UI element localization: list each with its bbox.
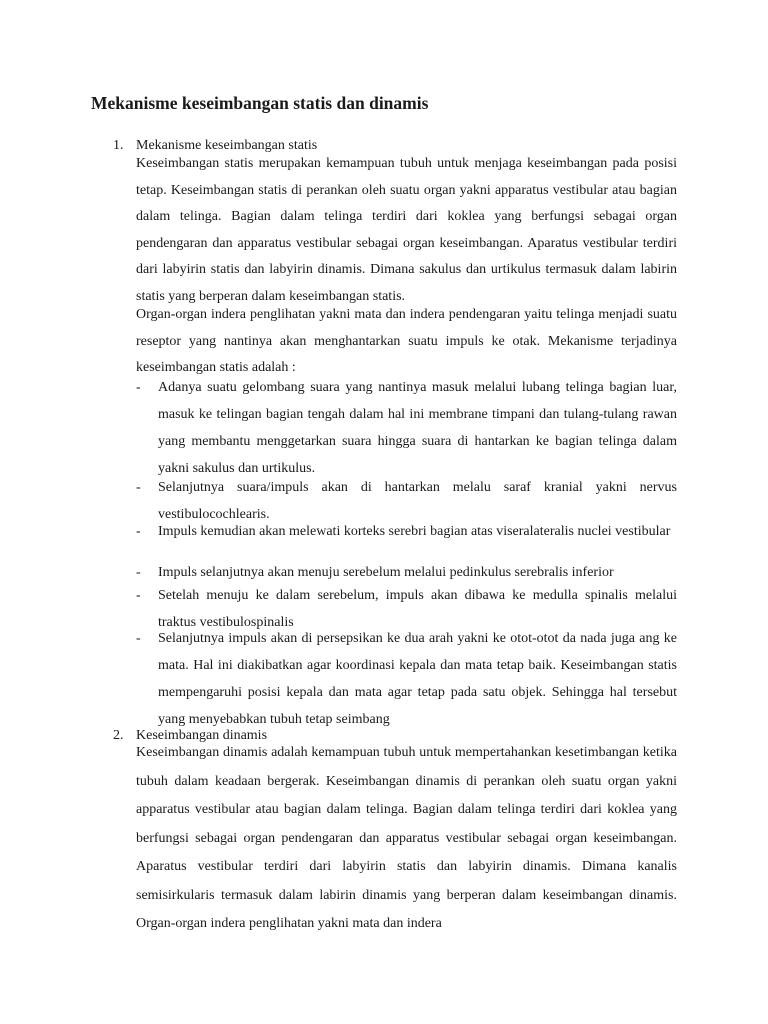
section-1-paragraph-1: Keseimbangan statis merupakan kemampuan tubuh untuk menjaga keseimbangan pada posisi tetap. Keseimbangan statis di perankan oleh suatu organ yakni apparatus vestibular atau bagian dalam telinga. Bagian dalam telinga terdiri dari koklea yang berfungsi sebagai organ pendengaran dan apparatus vestibular sebagai organ keseimbangan. Aparatus vestibular terdiri dari labyirin statis dan labyirin dinamis. Dimana sakulus dan urtikulus termasuk dalam labirin statis yang berperan dalam keseimbangan statis. bbox=[136, 156, 677, 304]
bullet-item-4 bbox=[136, 563, 677, 583]
bullet-marker: - bbox=[136, 588, 141, 603]
bullet-marker: - bbox=[136, 565, 141, 580]
section-1-number: 1. bbox=[113, 138, 124, 153]
bullet-item-3 bbox=[136, 518, 677, 545]
bullet-marker: - bbox=[136, 380, 141, 395]
bullet-text: Impuls selanjutnya akan menuju serebelum melalui pedinkulus serebralis inferior bbox=[158, 565, 614, 580]
bullet-item-6 bbox=[136, 625, 677, 733]
bullet-text: Adanya suatu gelombang suara yang nantinya masuk melalui lubang telinga bagian luar, masuk ke telingan bagian tengah dalam hal ini membrane timpani dan tulang-tulang rawan yang membantu menggetarkan suara hingga suara di hantarkan ke bagian telinga dalam yakni sakulus dan urtikulus. bbox=[158, 380, 677, 476]
bullet-marker: - bbox=[136, 631, 141, 646]
section-1-paragraph-2: Organ-organ indera penglihatan yakni mata dan indera pendengaran yaitu telinga menjadi suatu reseptor yang nantinya akan menghantarkan suatu impuls ke otak. Mekanisme terjadinya keseimbangan statis adalah : bbox=[136, 307, 677, 375]
section-2-paragraph-1: Keseimbangan dinamis adalah kemampuan tubuh untuk mempertahankan kesetimbangan ketika tubuh dalam keadaan bergerak. Keseimbangan dinamis di perankan oleh suatu organ yakni apparatus vestibular atau bagian dalam telinga. Bagian dalam telinga terdiri dari koklea yang berfungsi sebagai organ pendengaran dan apparatus vestibular sebagai organ keseimbangan. Aparatus vestibular terdiri dari labyirin statis dan labyirin dinamis. Dimana kanalis semisirkularis termasuk dalam labirin dinamis yang berperan dalam keseimbangan dinamis. Organ-organ indera penglihatan yakni mata dan indera bbox=[136, 745, 677, 931]
bullet-text: Selanjutnya suara/impuls akan di hantarkan melalu saraf kranial yakni nervus vestibulocochlearis. bbox=[158, 480, 677, 522]
section-2-heading: Keseimbangan dinamis bbox=[136, 728, 268, 743]
bullet-marker: - bbox=[136, 480, 141, 495]
bullet-item-1 bbox=[136, 374, 677, 482]
bullet-text: Impuls kemudian akan melewati korteks serebri bagian atas viseralateralis nuclei vestibular bbox=[158, 524, 671, 539]
document-title: Mekanisme keseimbangan statis dan dinamis bbox=[91, 93, 429, 113]
section-2-number: 2. bbox=[113, 728, 124, 743]
section-1-heading: Mekanisme keseimbangan statis bbox=[136, 138, 318, 153]
bullet-text: Selanjutnya impuls akan di persepsikan ke dua arah yakni ke otot-otot da nada juga ang ke mata. Hal ini diakibatkan agar koordinasi kepala dan mata tetap baik. Keseimbangan statis mempengaruhi posisi kepala dan mata agar tetap pada satu objek. Sehingga hal tersebut yang menyebabkan tubuh tetap seimbang bbox=[158, 631, 677, 727]
bullet-text: Setelah menuju ke dalam serebelum, impuls akan dibawa ke medulla spinalis melalui traktus vestibulospinalis bbox=[158, 588, 677, 630]
bullet-marker: - bbox=[136, 524, 141, 539]
